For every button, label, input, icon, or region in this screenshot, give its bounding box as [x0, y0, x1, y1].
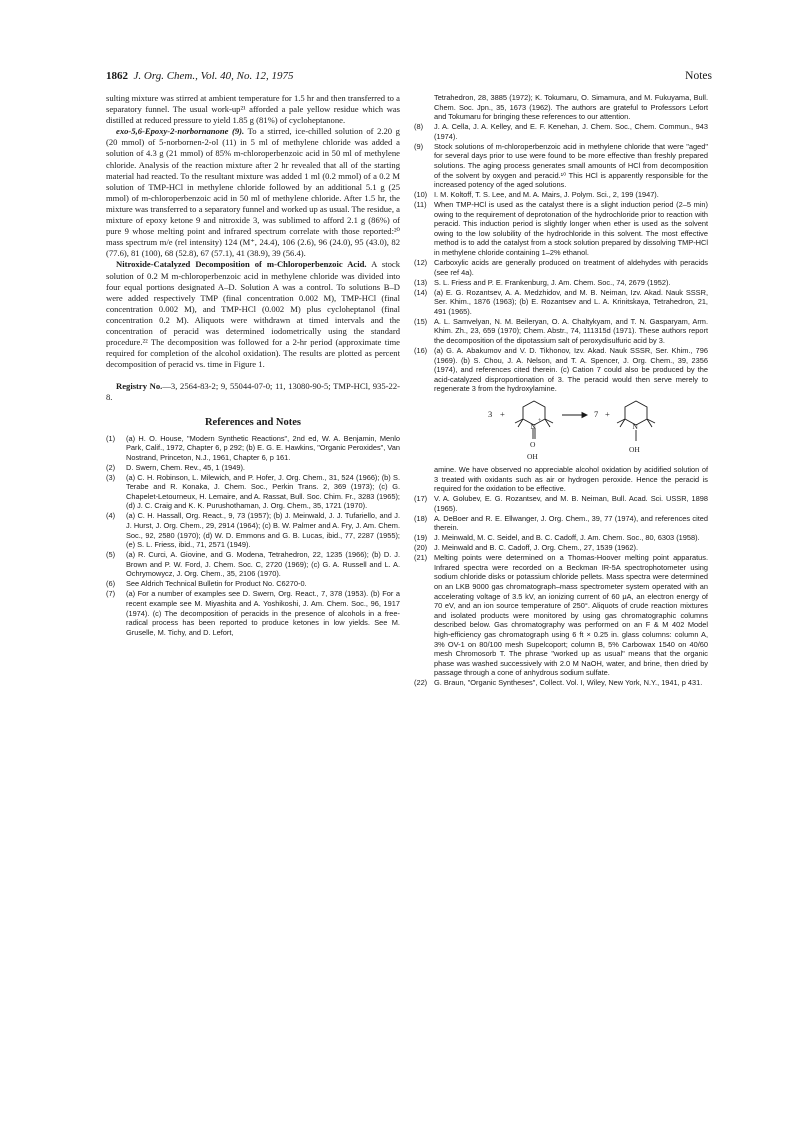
reference-item [414, 288, 708, 317]
reference-text: (a) For a number of examples see D. Swern, Org. React., 7, 378 (1953). (b) For a recent example see M. Miyashita and A. Yoshikoshi, J. Am. Chem. Soc., 96, 1917 (1974). (c) The decomposition of peracids in the presence of alcohols in a free-radical process has been reported to produce ketones in low yields. See M. Gruselle, M. Tichy, and D. Lefort, [126, 589, 400, 637]
reference-number: (16) [414, 345, 428, 355]
reference-item [414, 122, 708, 141]
reference-text: A. DeBoer and R. E. Ellwanger, J. Org. Chem., 39, 77 (1974), and references cited therein. [434, 513, 708, 533]
oxoammonium-cation-structure [515, 401, 553, 439]
reference-number: (4) [106, 511, 116, 521]
reference-item [106, 579, 400, 589]
page-number: 1862 [106, 70, 128, 82]
hydroxylamine-structure [617, 401, 655, 441]
right-column [414, 93, 708, 688]
epoxy-norbornanone-text: To a stirred, ice-chilled solution of 2.20 g (20 mmol) of 5-norbornen-2-ol (11) in 5 ml of methylene chloride was added a solution of 4.3 g (21 mmol) of 85% m-chloroperbenzoic acid in 50 ml of methylene chloride. Analysis of the reaction mixture after 2 hr revealed that all of the starting material had reacted. To the resultant mixture was added 1 ml (0.2 mmol) of a 0.2 M solution of TMP-HCl in methylene chloride followed by an additional 5.1 g (25 mmol) of m-chloroperbenzoic acid in 50 ml of methylene chloride. After 1.5 hr, the mixture was transferred to a separatory funnel and worked up as usual. The residue, a mixture of epoxy ketone 9 and nitroxide 3, was sublimed to afford 2.1 g (86%) of pure 9 whose melting point and infrared spectrum correlate with those reported:²⁰ mass spectrum m/e (rel intensity) 124 (M⁺, 24.4), 106 (2.6), 96 (24.0), 95 (43.0), 82 (77.6), 81 (100), 68 (52.8), 67 (57.1), 41 (38.9), 39 (56.4). [106, 126, 400, 259]
reference-item [414, 543, 708, 553]
nitrogen-charge-1: + [538, 417, 542, 424]
reference-number: (12) [414, 258, 428, 268]
reaction-arrow [562, 412, 587, 417]
reference-number: (5) [106, 550, 116, 560]
reference-continuation [414, 93, 708, 122]
reference-text: J. Meinwald, M. C. Seidel, and B. C. Cadoff, J. Am. Chem. Soc., 80, 6303 (1958). [434, 533, 700, 543]
reference-text: See Aldrich Technical Bulletin for Product No. C6270-0. [126, 579, 307, 589]
paragraph-nitroxide-decomposition [106, 259, 400, 370]
reference-number: (17) [414, 494, 428, 504]
plus-sign-2: + [605, 408, 610, 419]
heading-epoxy-norbornanone: exo-5,6-Epoxy-2-norbornanone (9). [116, 126, 245, 137]
reaction-scheme [414, 397, 708, 461]
reference-text: amine. We have observed no appreciable alcohol oxidation by acidified solution of 3 treated with oxidants such as air or hydrogen peroxide. Hence the peracid is required for the oxidation to be effective. [434, 464, 708, 494]
nitrogen-atom-2: N [632, 421, 638, 431]
reference-item [106, 589, 400, 637]
reference-text: When TMP-HCl is used as the catalyst there is a slight induction period (2–5 min) owing to the requirement of deprotonation of the hydrochloride prior to reaction with peracid. This induction period is slightly longer when ether is used as the solvent owing to the low solubility of the hydrochloride in this solvent. The most effective method is to add the catalyst from a stock solution prepared by dissolving TMP-HCl in methylene chloride containing 1–2% ethanol. [434, 200, 708, 258]
reference-item [106, 434, 400, 463]
reference-item [414, 346, 708, 394]
reference-text: S. L. Friess and P. E. Frankenburg, J. Am. Chem. Soc., 74, 2679 (1952). [434, 277, 671, 287]
header-citation [106, 70, 294, 82]
nitrogen-atom-1: N [530, 421, 536, 431]
reference-item [414, 200, 708, 258]
reference-item [106, 473, 400, 511]
reference-item [414, 533, 708, 543]
references-list-left [106, 434, 400, 638]
registry-text: —3, 2564-83-2; 9, 55044-07-0; 11, 13080-90-5; TMP-HCl, 935-22-8. [106, 381, 400, 403]
hydroxyl-group: OH [629, 444, 640, 454]
reference-text: J. A. Cella, J. A. Kelley, and E. F. Kenehan, J. Chem. Soc., Chem. Commun., 943 (1974). [434, 122, 708, 141]
hydroxyl-group-reactant: OH [527, 451, 538, 461]
reference-text: (a) C. H. Hassall, Org. React., 9, 73 (1957); (b) J. Meinwald, J. J. Tufariello, and J. J. Hurst, J. Org. Chem., 29, 2914 (1964); (c) B. W. Palmer and A. Fry, J. Am. Chem. Soc., 92, 2580 (1970); (d) W. D. Emmons and G. B. Lucas, ibid., 77, 2287 (1955); (e) S. L. Friess, ibid., 71, 2571 (1949). [126, 511, 400, 550]
reference-text: G. Braun, "Organic Syntheses", Collect. Vol. I, Wiley, New York, N.Y., 1941, p 431. [434, 678, 703, 688]
plus-sign-1: + [500, 408, 505, 419]
reference-number: (22) [414, 678, 428, 688]
reference-text: A. L. Samvelyan, N. M. Beileryan, O. A. Chaltykyam, and T. N. Gasparyam, Arm. Khim. Zh., 23, 659 (1970); Chem. Abstr., 74, 111315d (1971). These authors report the decomposition of the dipotassium salt of peroxydisulfuric acid by 3. [434, 316, 708, 345]
reference-number: (6) [106, 579, 116, 589]
heading-nitroxide-decomposition: Nitroxide-Catalyzed Decomposition of m-Chloroperbenzoic Acid. [116, 259, 367, 270]
oxygen-atom: O [530, 439, 536, 449]
reference-item [414, 258, 708, 277]
reference-number: (8) [414, 122, 424, 132]
reference-text: Tetrahedron, 28, 3885 (1972); K. Tokumaru, O. Simamura, and M. Fukuyama, Bull. Chem. Soc. Jpn., 35, 1673 (1962). The authors are grateful to Professors Lefort and Tokumaru for bringing these references to our attention. [434, 93, 708, 122]
reaction-scheme-svg [414, 397, 708, 461]
reference-number: (20) [414, 543, 428, 553]
reference-item [106, 550, 400, 579]
reference-number: (15) [414, 316, 428, 326]
product-7-label: 7 [594, 408, 599, 419]
reference-number: (3) [106, 472, 116, 482]
reference-text: Carboxylic acids are generally produced on treatment of aldehydes with peracids (see ref 4a). [434, 258, 708, 277]
reference-item [106, 511, 400, 549]
reference-text: D. Swern, Chem. Rev., 45, 1 (1949). [126, 462, 245, 472]
reference-number: (10) [414, 190, 428, 200]
reference-item [414, 494, 708, 513]
journal-name: J. Org. Chem., [133, 70, 198, 82]
reference-text: I. M. Koltoff, T. S. Lee, and M. A. Mairs, J. Polym. Sci., 2, 199 (1947). [434, 190, 659, 200]
reference-number: (1) [106, 433, 116, 443]
reference-number: (14) [414, 287, 428, 297]
registry-label: Registry No. [116, 381, 163, 392]
reference-text: (a) R. Curci, A. Giovine, and G. Modena, Tetrahedron, 22, 1235 (1966); (b) D. J. Brown and P. W. Ford, J. Chem. Soc. C, 2720 (1969); (c) G. A. Russell and L. A. Ochrymowycz, J. Org. Chem., 35, 2106 (1970). [126, 550, 400, 579]
registry-numbers [106, 381, 400, 403]
reactant-3-label: 3 [488, 408, 493, 419]
nitroxide-decomposition-text: A stock solution of 0.2 M m-chloroperbenzoic acid in methylene chloride was divided into four equal portions designated A–D. Solution A was a control. To solutions B–D were added respectively TMP (final concentration 0.002 M), TMP-HCl (final concentration 0.002 M), and TMP-HCl (0.002 M) plus cycloheptanol (final concentration 0.2 M). Aliquots were withdrawn at timed intervals and the concentration of peracid was determined iodometrically using the standard procedure.²² The decomposition was followed for a 2-hr period (approximate time required for completion of the alcohol oxidation). The results are plotted as percent decomposition of peracid vs. time in Figure 1. [106, 259, 400, 370]
experimental-text [106, 93, 400, 404]
reference-item [414, 142, 708, 190]
reference-text: (a) E. G. Rozantsev, A. A. Medzhidov, and M. B. Neiman, Izv. Akad. Nauk SSSR, Ser. Khim., 1876 (1963); (b) E. Rozantsev and L. A. Krinitskaya, Tetrahedron, 21, 491 (1965). [434, 287, 708, 316]
paragraph-cycloheptanone: sulting mixture was stirred at ambient temperature for 1.5 hr and then transferred to a separatory funnel. The usual work-up²¹ afforded a pale yellow residue which was distilled at reduced pressure to yield 1.85 g (81%) of cycloheptanone. [106, 93, 400, 126]
paragraph-epoxy-norbornanone [106, 126, 400, 259]
references-list-right [414, 93, 708, 688]
reference-text: J. Meinwald and B. C. Cadoff, J. Org. Chem., 27, 1539 (1962). [434, 543, 639, 553]
reference-text: Stock solutions of m-chloroperbenzoic acid in methylene chloride that were "aged" for several days prior to use were found to be more effective than freshly prepared solutions. The aging process generates small amounts of HCl from decomposition of the solvent by oxygen and peracid.¹⁰ This HCl is apparently responsible for the increased potency of the aged solutions. [434, 141, 708, 190]
reference-number: (7) [106, 589, 116, 599]
reference-item [414, 514, 708, 533]
reference-continuation [414, 465, 708, 494]
reference-number: (13) [414, 277, 428, 287]
reference-number: (21) [414, 553, 428, 563]
references-heading: References and Notes [204, 416, 302, 428]
left-column [106, 93, 400, 638]
reference-number: (9) [414, 141, 424, 151]
reference-item [414, 317, 708, 346]
page-header [106, 70, 712, 84]
section-label: Notes [685, 70, 712, 82]
volume-info: Vol. 40, No. 12, 1975 [200, 70, 294, 82]
reference-number: (19) [414, 533, 428, 543]
reference-text: (a) H. O. House, "Modern Synthetic Reactions", 2nd ed, W. A. Benjamin, Menlo Park, Calif., 1972, Chapter 6, p 292; (b) E. G. E. Hawkins, "Organic Peroxides", Van Nostrand, Princeton, N.J., 1961, Chapter 6, p 161. [126, 433, 400, 462]
reference-number: (2) [106, 462, 116, 472]
reference-number: (18) [414, 513, 428, 523]
reference-text: V. A. Golubev, E. G. Rozantsev, and M. B. Neiman, Bull. Acad. Sci. USSR, 1898 (1965). [434, 494, 708, 513]
reference-text: (a) G. A. Abakumov and V. D. Tikhonov, Izv. Akad. Nauk SSSR, Ser. Khim., 796 (1969). (b) S. Chou, J. A. Nelson, and T. A. Spencer, J. Org. Chem., 39, 2356 (1974), and references cited therein. (c) Cation 7 could also be produced by the acid-catalyzed disproportionation of 3. The peracid would then serve merely to regenerate 3 from the hydroxylamine. [434, 345, 708, 394]
reference-number: (11) [414, 200, 427, 210]
reference-item [414, 553, 708, 678]
reference-text: Melting points were determined on a Thomas-Hoover melting point apparatus. Infrared spectra were recorded on a Beckman IR-5A spectrophotometer using sodium chloride disks or potassium chloride pellets. Mass spectra were determined on an LKB 9000 gas chromatograph–mass spectrometer system operated with an accelerating voltage of 3.5 kV, an ionizing current of 60 μA, an electron energy of 70 eV, and an ion source temperature of 250°. Aliquots of crude reaction mixtures and isolated products were monitored by using gas chromatographic columns described below. Gas chromatography was performed on an F & M 402 Model high-efficiency gas chromatograph using 6 ft × 0.25 in. glass columns: column A, 3% OV-1 on 80/100 mesh Supelcoport; column B, 5% Carbowax 1540 on 40/60 mesh Chromosorb T. The phrase "worked up as usual" means that the organic phase was washed successively with 2.0 M NaOH, water, and brine, then dried by passage through a cone of anhydrous sodium sulfate. [434, 553, 708, 678]
reference-text: (a) C. H. Robinson, L. Milewich, and P. Hofer, J. Org. Chem., 31, 524 (1966); (b) S. Terabe and R. Konaka, J. Chem. Soc., Perkin Trans. 2, 369 (1973); (c) G. Chapelet-Letourneux, H. Lemaire, and A. Rassat, Bull. Soc. Chim. Fr., 3283 (1965); (d) J. C. Craig and K. K. Purushothaman, J. Org. Chem., 35, 1721 (1970). [126, 472, 400, 511]
reference-item [414, 678, 708, 688]
reference-item [414, 190, 708, 200]
reference-item [414, 278, 708, 288]
reference-item [106, 463, 400, 473]
